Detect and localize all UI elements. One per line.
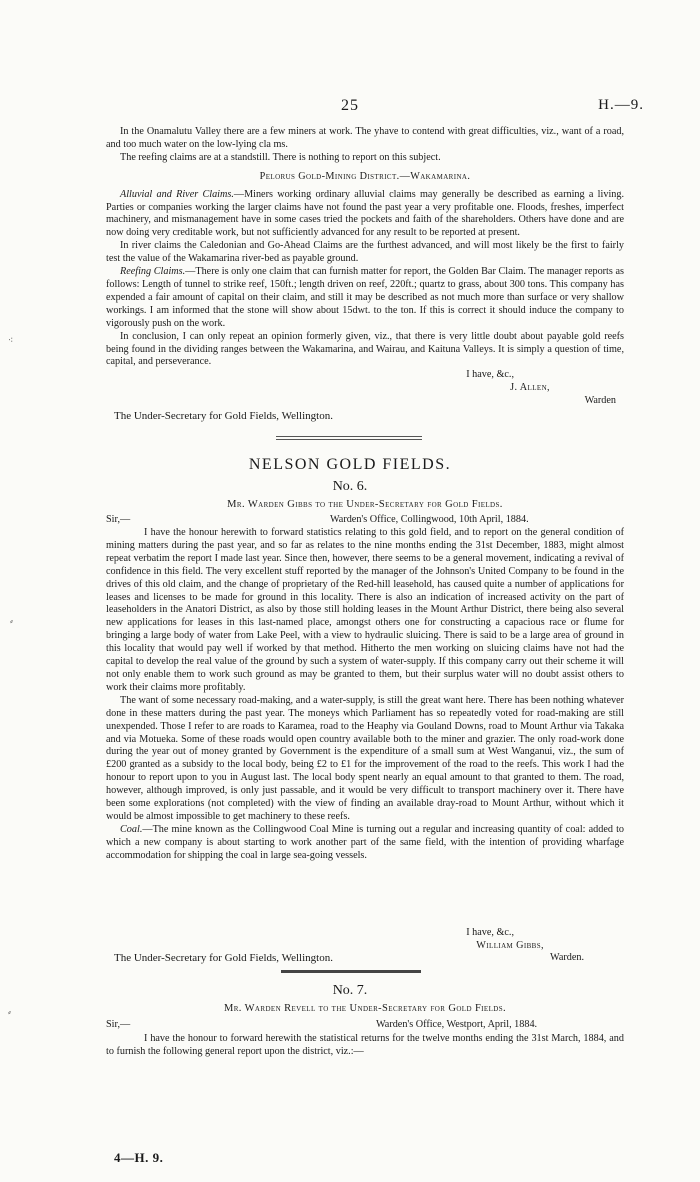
paragraph-coal (106, 824, 624, 863)
alluvial-label: Alluvial and River Claims. (120, 188, 234, 200)
margin-mark: ⸗ (10, 616, 13, 626)
section-title: NELSON GOLD FIELDS. (248, 456, 452, 473)
report-from-to: Mr. Warden Revell to the Under-Secretary for Gold Fields. (223, 1003, 507, 1014)
signature-title: Warden (584, 395, 616, 407)
paragraph: The reefing claims are at a standstill. There is nothing to report on this subject. (120, 151, 441, 163)
signature-title: Warden. (550, 952, 584, 963)
salutation: Sir,— (106, 514, 131, 525)
report-number: No. 7. (332, 983, 368, 998)
signoff: I have, &c., (466, 927, 514, 938)
paragraph-river: In river claims the Caledonian and Go-Ahead Claims are the furthest advanced, and will most likely be the first to fairly test the value of the Wakamarina river-bed as payable ground. (106, 240, 624, 265)
dateline: Warden's Office, Westport, April, 1884. (376, 1019, 538, 1030)
report-from-to: Mr. Warden Gibbs to the Under-Secretary for Gold Fields. (227, 499, 503, 510)
paragraph-alluvial (106, 189, 624, 241)
page-footer: 4—H. 9. (114, 1150, 164, 1165)
paragraph-conclusion: In conclusion, I can only repeat an opinion formerly given, viz., that there is very little doubt about payable gold reefs being found in the dividing ranges between the Wakamarina, and Wairau, and Kaituna Valleys. It is simply a question of time, capital, and perseverance. (106, 330, 624, 368)
addressee: The Under-Secretary for Gold Fields, Wellington. (114, 952, 333, 964)
signoff: I have, &c., (466, 369, 514, 381)
page-number: 25 (341, 97, 359, 114)
reefing-text: —There is only one claim that can furnish matter for report, the Golden Bar Claim. The manager reports as follows: Length of tunnel to strike reef, 150ft.; length driven on reef, 220ft.; quartz to grass, about 300 tons. This company has expended a fair amount of capital on their claim, and still it may be described as not much more than surface or very shallow workings. I am informed that the stone will show about 15dwt. to the ton. If this is correct it should induce the company to vigorously push on the work. (106, 266, 624, 329)
coal-text: —The mine known as the Collingwood Coal Mine is turning out a regular and increasing quantity of coal: added to which a new company is about starting to work another part of the same field, with the intention of providing wharfage accommodation for shipping the coal in large sea-going vessels. (106, 823, 624, 861)
alluvial-text: —Miners working ordinary alluvial claims may generally be described as earning a living. Parties or companies working the larger claims have not found the past year a very profitable one. Floods, freshes, imperfect machinery, and mismanagement have in some cases tried the pockets and faith of the shareholders. Others have done and are now doing very creditable work, but not sufficiently advanced for any result to be reported at present. (106, 188, 625, 239)
margin-mark: ⁖ (8, 335, 14, 345)
margin-mark: ⸗ (8, 1007, 11, 1017)
signature: J. Allen, (510, 382, 550, 394)
salutation: Sir,— (106, 1019, 131, 1030)
dateline: Warden's Office, Collingwood, 10th April, 1884. (330, 514, 529, 525)
coal-label: Coal. (120, 823, 143, 835)
section-pelorus (106, 126, 624, 408)
divider (281, 970, 421, 973)
document-reference: H.—9. (598, 97, 644, 113)
addressee: The Under-Secretary for Gold Fields, Wellington. (114, 410, 333, 422)
paragraph: I have the honour herewith to forward statistics relating to this gold field, and to report on the general condition of mining matters during the past year, and so far as relates to the nine months ending the 31st December, 1883, might almost repeat verbatim the report I made last year. Since then, however, there seems to be a general movement, indicating a revival of confidence in this field. The very excellent stuff reported by the manager of the Johnson's United Company to be found in the drives of this old claim, and the change of proprietary of the Red-hill leasehold, has caused quite a number of applications for leases and licenses to be made for ground in this locality. There is also an indication of increased activity on the part of leaseholders in the Anatori District, as also by those still holding leases in the Mount Arthur District, there being also several new applications for leases in this last-named place, amongst others one for constructing a capacious race or flume for bringing a large body of water from Lake Peel, with a view to hydraulic sluicing. There is said to be a large area of ground in this locality that would pay well if worked by that method. Hitherto the men working on sluicing claims have not had the capital to develop the real value of the ground by such a system of water-supply. If this company carry out their scheme it will not only enable them to work such ground as may be granted to them, but their surplus water will no doubt assist others to work their claims more profitably. (106, 527, 624, 693)
paragraph: I have the honour to forward herewith the statistical returns for the twelve months ending the 31st March, 1884, and to furnish the following general report upon the district, viz.:— (106, 1033, 624, 1057)
reefing-label: Reefing Claims. (120, 266, 186, 278)
district-heading: Pelorus Gold-Mining District.—Wakamarina. (259, 170, 471, 182)
divider (276, 439, 422, 440)
paragraph-reefing (106, 266, 624, 331)
nelson-body (106, 527, 624, 863)
no7-body (106, 1033, 624, 1059)
divider (276, 436, 422, 437)
signature: William Gibbs, (476, 940, 544, 951)
report-number: No. 6. (332, 479, 368, 494)
paragraph: The want of some necessary road-making, and a water-supply, is still the great want here. There has been nothing whatever done in these matters during the past year. The moneys which Parliament has so repeatedly voted for road-making are still unexpended. Those I refer to are roads to Karamea, road to the Heaphy via Gouland Downs, road to Mount Arthur via Takaka and via Motueka. Some of these roads would open country available both to the miner and grazier. The only road-work done during the year out of money granted by Government is the expenditure of a small sum at West Wanganui, viz., the sum of £200 granted as a subsidy to the local body, being £2 to £1 for the improvement of the road to the reefs. This work I had the honour to report upon to you in August last. The local body spent nearly an equal amount to that granted to them. The road, however, although improved, is only just passable, and it would be very difficult to transport machinery over it. There have been some explorations (not completed) with the view of finding an available dray-road to Mount Arthur, without which it would be almost impossible to get machinery to these reefs. (106, 694, 624, 822)
paragraph: In the Onamalutu Valley there are a few miners at work. The yhave to contend with great difficulties, viz., want of a road, and too much water on the low-lying cla ms. (106, 126, 624, 150)
